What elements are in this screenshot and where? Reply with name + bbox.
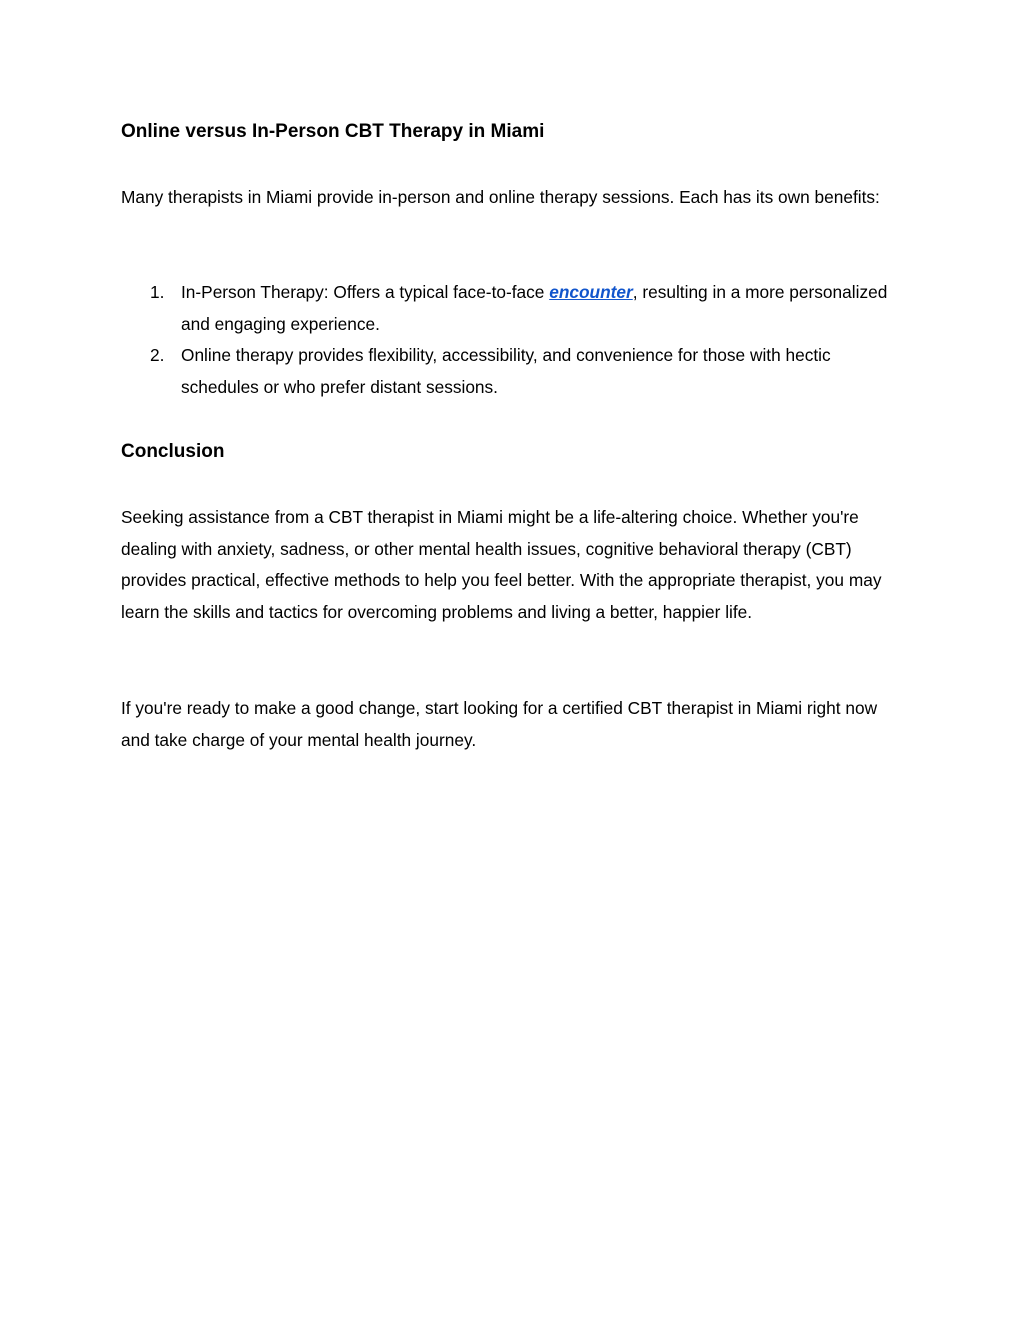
list-number: 2. <box>150 345 165 366</box>
list-item-text-end: , resulting in a more personalized and engaging experience. <box>181 282 888 334</box>
encounter-link[interactable]: encounter <box>549 282 633 302</box>
list-item-in-person <box>121 277 911 340</box>
list-number: 1. <box>150 282 165 302</box>
call-to-action-paragraph: If you're ready to make a good change, start looking for a certified CBT therapist in Miami right now and take charge of your mental health journey. <box>121 698 878 750</box>
section-heading-online-vs-in-person: Online versus In-Person CBT Therapy in Miami <box>121 121 545 142</box>
list-item-text: Online therapy provides flexibility, accessibility, and convenience for those with hectic schedules or who prefer distant sessions. <box>181 345 831 398</box>
conclusion-paragraph: Seeking assistance from a CBT therapist in Miami might be a life-altering choice. Whether you're dealing with anxiety, sadness, or other mental health issues, cognitive behavioral therapy (CBT) provides practical, effective methods to help you feel better. With the appropriate therapist, you may learn the skills and tactics for overcoming problems and living a better, happier life. <box>121 507 882 623</box>
benefits-list <box>121 277 911 404</box>
list-item-online <box>121 340 911 403</box>
section-heading-conclusion: Conclusion <box>121 441 225 462</box>
list-item-text-start: In-Person Therapy: Offers a typical face-to-face <box>181 282 550 302</box>
intro-paragraph: Many therapists in Miami provide in-person and online therapy sessions. Each has its own benefits: <box>121 187 880 207</box>
